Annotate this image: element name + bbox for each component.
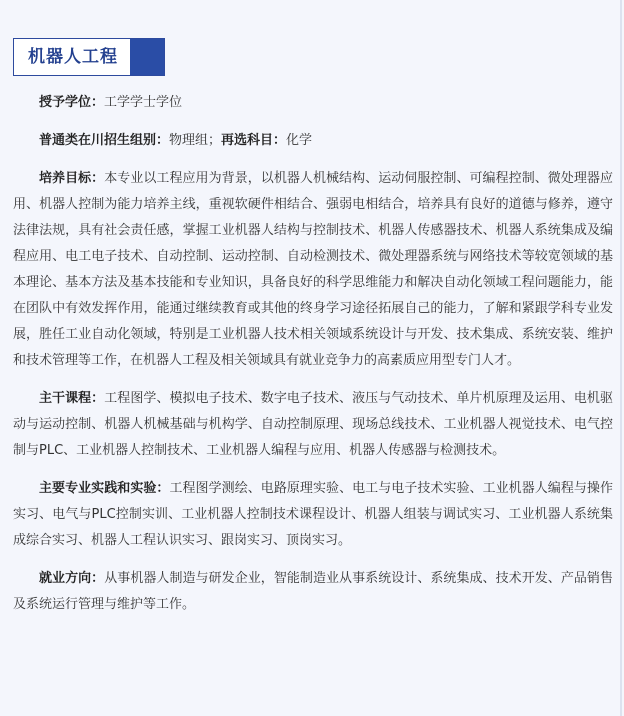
- degree-paragraph: [13, 90, 613, 116]
- practice-text: 工程图学测绘、电路原理实验、电工与电子技术实验、工业机器人编程与操作实习、电气与PLC控制实训、工业机器人控制技术课程设计、机器人组装与调试实习、工业机器人系统集成综合实习、机器人工程认识实习、跟岗实习、顶岗实习。: [13, 481, 613, 548]
- degree-label: 授予学位：: [39, 95, 105, 110]
- objective-text: 本专业以工程应用为背景，以机器人机械结构、运动伺服控制、可编程控制、微处理器应用、机器人控制为能力培养主线，重视软硬件相结合、强弱电相结合，培养具有良好的道德与修养，遵守法律法规，具有社会责任感，掌握工业机器人结构与控制技术、机器人传感器技术、机器人系统集成及编程应用、电工电子技术、自动控制、运动控制、自动检测技术、微处理器系统与网络技术等较宽领域的基本理论、基本方法及基本技能和专业知识，具备良好的科学思维能力和解决自动化领域工程问题能力，能在团队中有效发挥作用，能通过继续教育或其他的终身学习途径拓展自己的能力，了解和紧跟学科专业发展，胜任工业自动化领域，特别是工业机器人技术相关领域系统设计与开发、技术集成、系统安装、维护和技术管理等工作，在机器人工程及相关领域具有就业竞争力的高素质应用型专门人才。: [13, 171, 613, 368]
- courses-label: 主干课程：: [39, 391, 105, 406]
- career-label: 就业方向：: [39, 571, 105, 586]
- career-paragraph: [13, 566, 613, 618]
- enrollment-group-label: 普通类在川招生组别：: [39, 133, 170, 148]
- objective-paragraph: [13, 166, 613, 374]
- title-accent-block: [130, 39, 164, 75]
- career-text: 从事机器人制造与研发企业，智能制造业从事系统设计、系统集成、技术开发、产品销售及系统运行管理与维护等工作。: [13, 571, 613, 612]
- reselect-subject-label: 再选科目：: [221, 133, 287, 148]
- courses-text: 工程图学、模拟电子技术、数字电子技术、液压与气动技术、单片机原理及运用、电机驱动与运动控制、机器人机械基础与机构学、自动控制原理、现场总线技术、工业机器人视觉技术、电气控制与PLC、工业机器人控制技术、工业机器人编程与应用、机器人传感器与检测技术。: [13, 391, 613, 458]
- reselect-subject-value: 化学: [286, 133, 313, 148]
- section-title: 机器人工程: [28, 47, 118, 67]
- practice-paragraph: [13, 476, 613, 554]
- program-details: [13, 90, 613, 630]
- objective-label: 培养目标：: [39, 171, 105, 186]
- enrollment-group-value: 物理组；: [169, 133, 222, 148]
- degree-value: 工学学士学位: [104, 95, 183, 110]
- courses-paragraph: [13, 386, 613, 464]
- section-title-box: [13, 38, 165, 76]
- practice-label: 主要专业实践和实验：: [39, 481, 170, 496]
- enrollment-paragraph: [13, 128, 613, 154]
